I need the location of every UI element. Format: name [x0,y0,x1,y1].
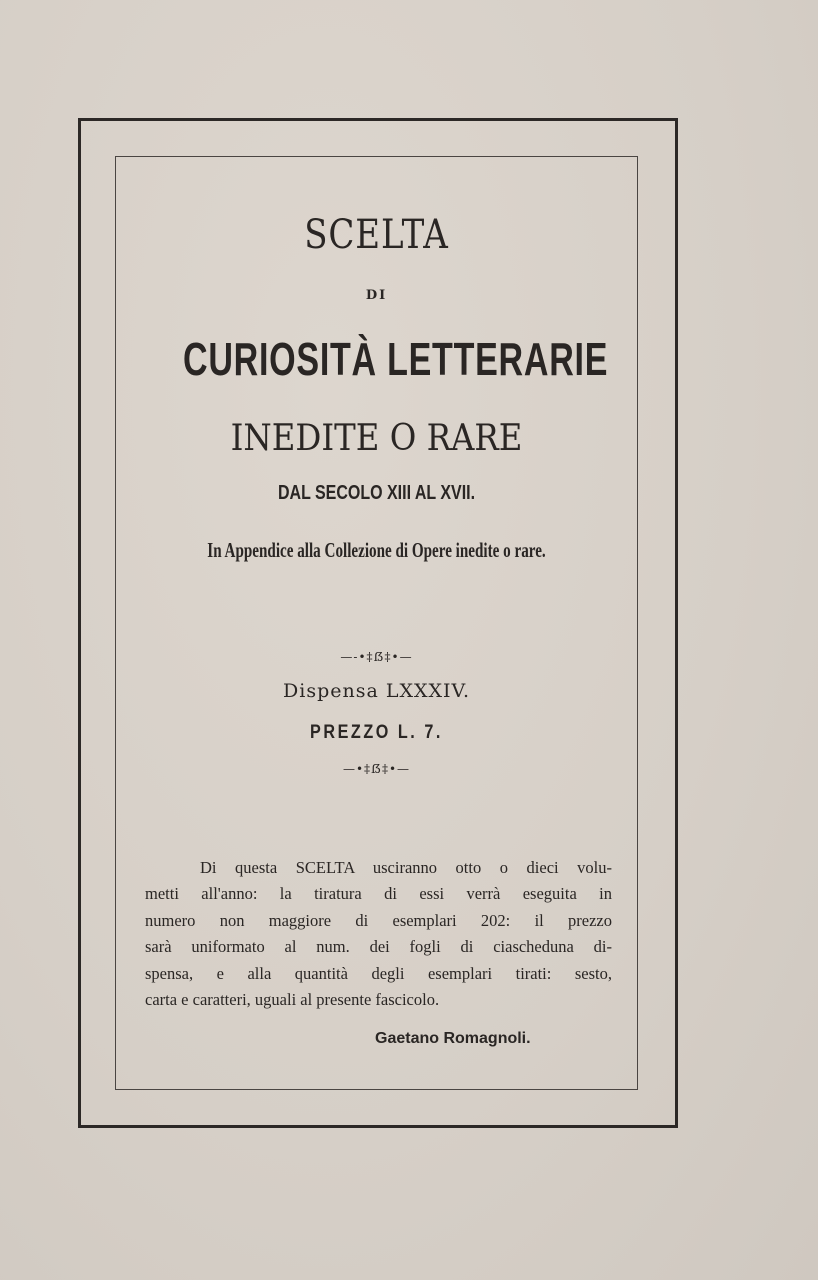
notice-line: Di questa SCELTA usciranno otto o dieci volu- [200,858,612,877]
appendix-note: In Appendice alla Collezione di Opere inedite o rare. [207,538,546,562]
notice-line: numero non maggiore di esemplari 202: il prezzo [145,910,612,930]
notice-line: carta e caratteri, uguali al presente fascicolo. [145,990,440,1010]
period: DAL SECOLO XIII AL XVII. [277,482,476,504]
publisher-signature: Gaetano Romagnoli. [375,1030,531,1047]
notice-line: metti all'anno: la tiratura di essi verrà eseguita in [145,884,612,904]
issue-number: Dispensa LXXXIV. [283,680,470,702]
subtitle: INEDITE O RARE [230,418,523,459]
notice-line: spensa, e alla quantità degli esemplari tirati: sesto, [145,963,612,983]
notice-line: sarà uniformato al num. dei fogli di ciascheduna di- [145,937,612,957]
ornament-divider-bottom: —•‡ẞ‡•— [342,762,411,776]
title: SCELTA [304,212,449,258]
ornament-divider-top: —-•‡ẞ‡•— [340,650,413,664]
title-connector: DI [365,288,388,303]
main-title: CURIOSITÀ LETTERARIE [182,333,609,385]
notice-paragraph [145,855,612,1013]
price: PREZZO L. 7. [310,722,443,743]
